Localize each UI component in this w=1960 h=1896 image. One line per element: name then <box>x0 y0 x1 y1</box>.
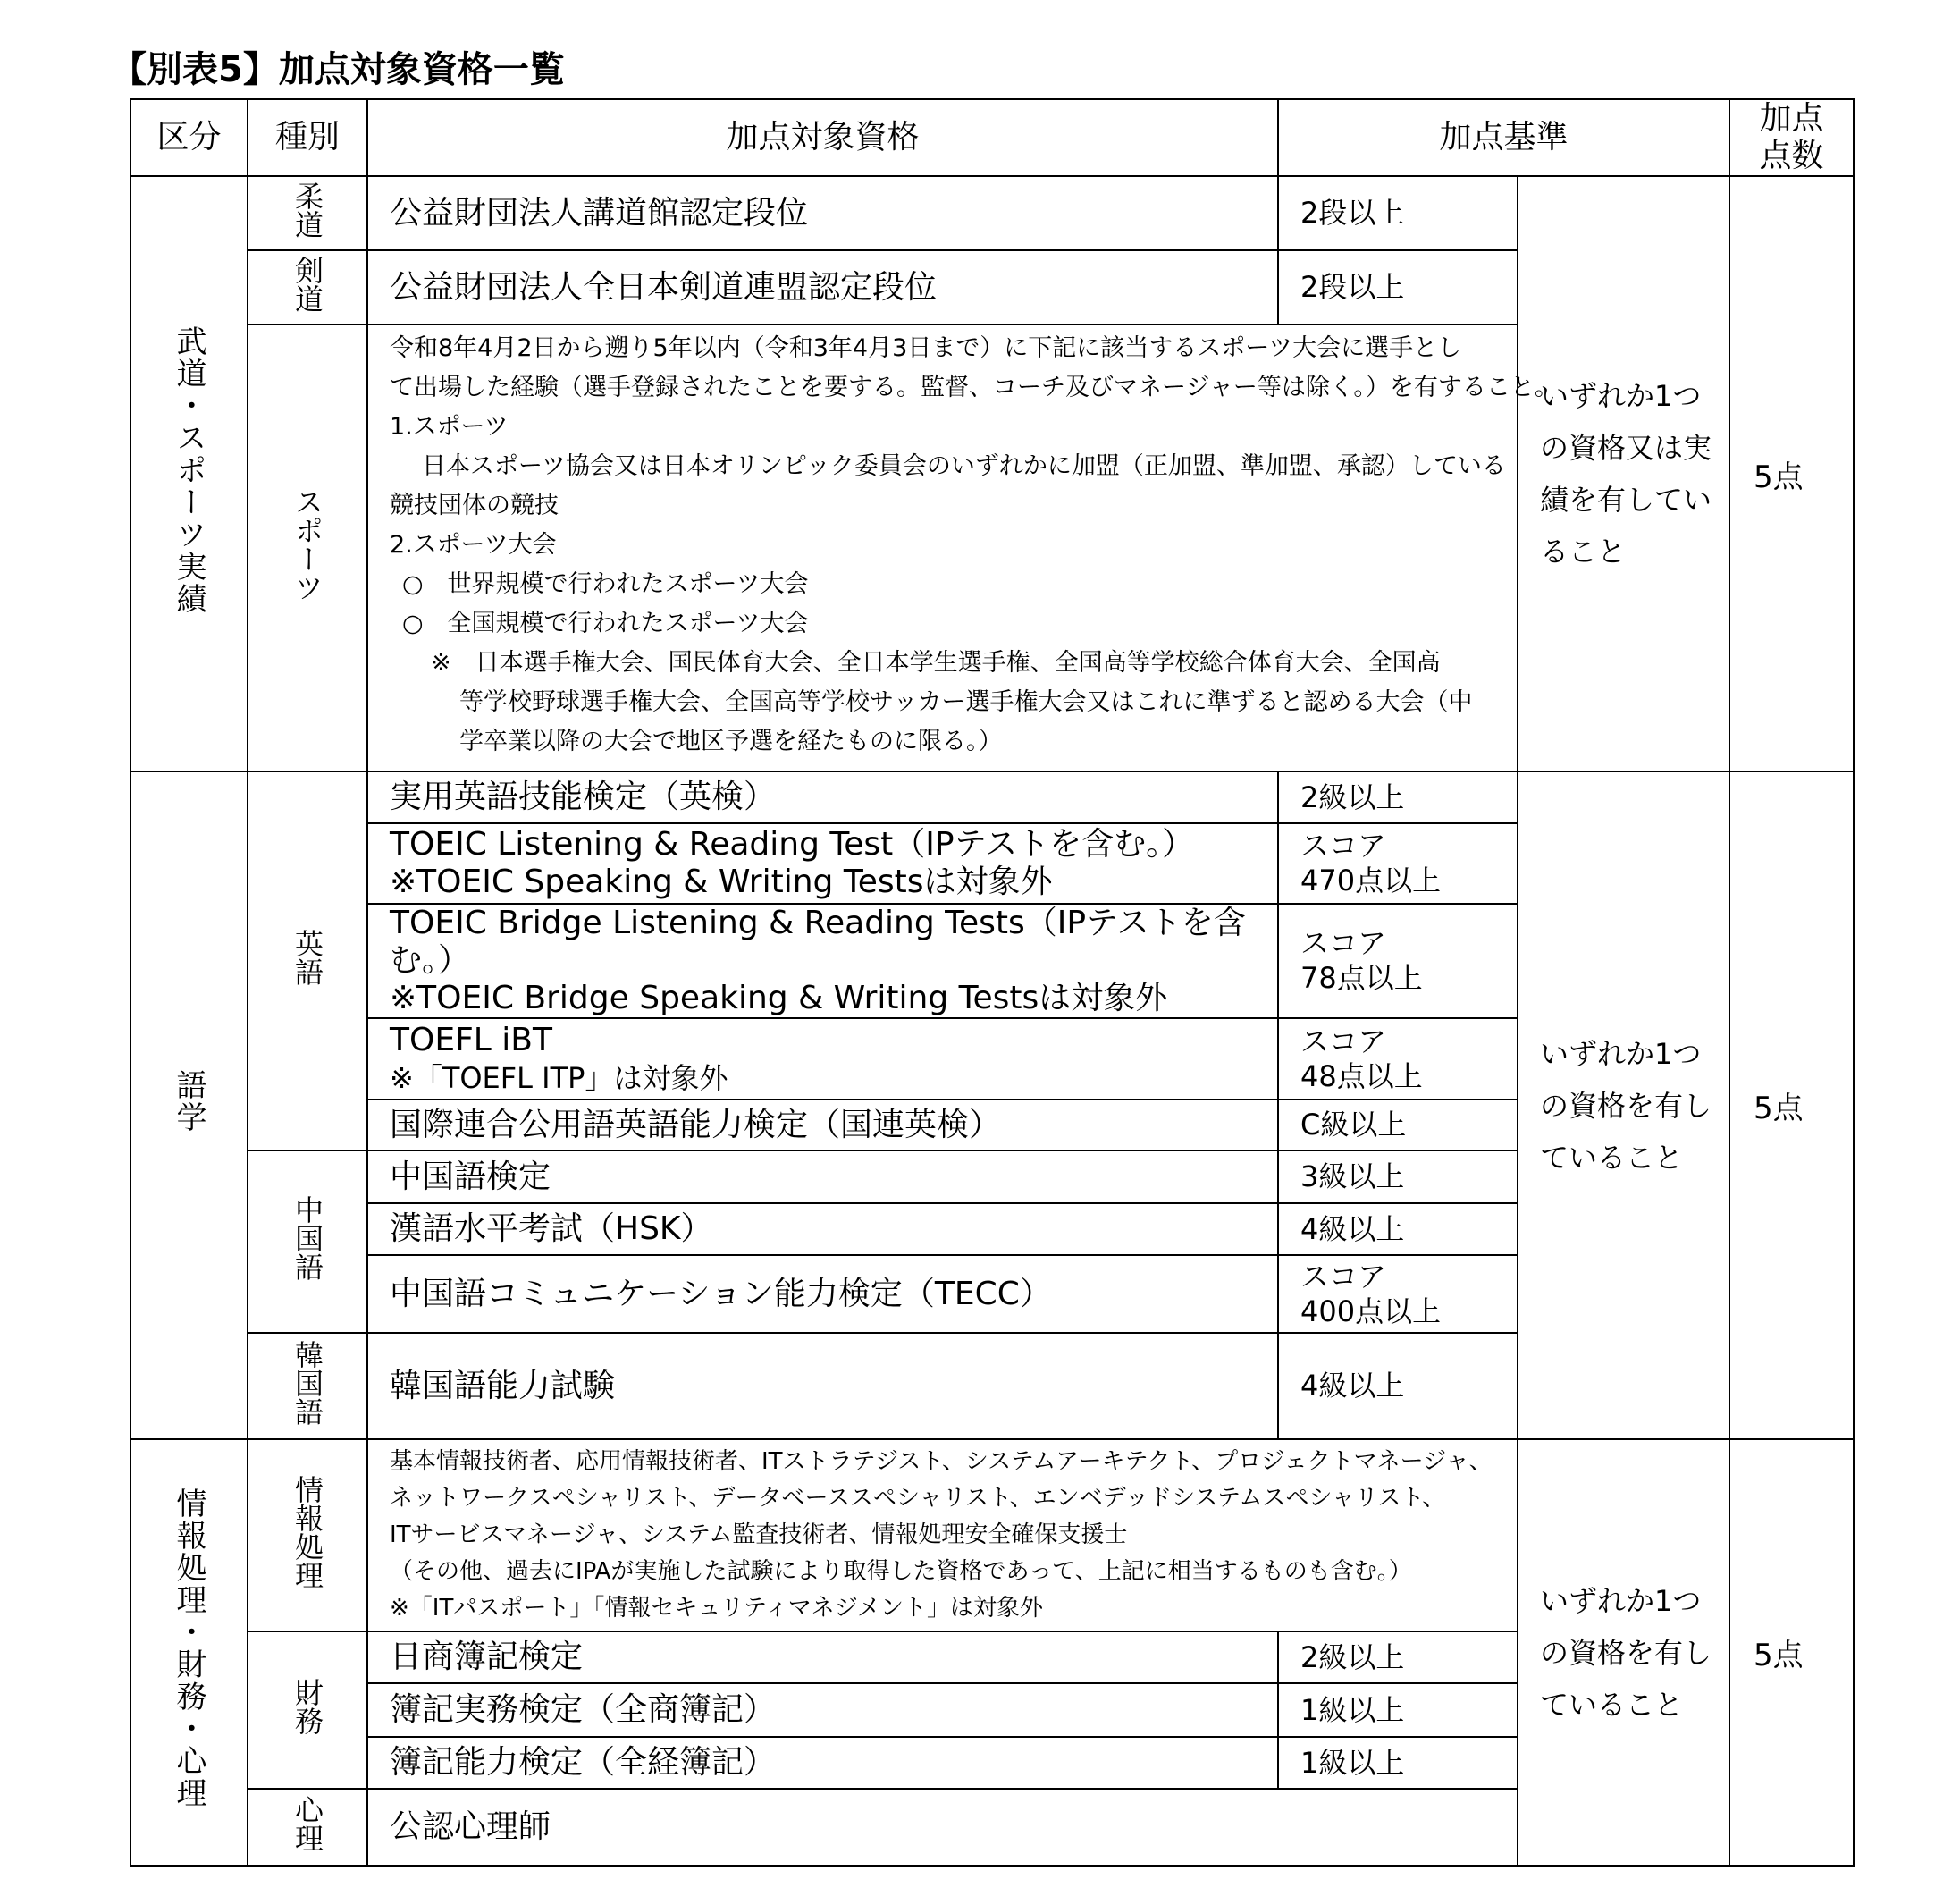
qualification-zenkei-boki: 簿記能力検定（全経簿記） <box>367 1737 1278 1789</box>
qualification-toefl-note: ※「TOEFL ITP」は対象外 <box>390 1060 728 1095</box>
sports-line: 学卒業以降の大会で地区予選を経たものに限る。） <box>459 728 1003 755</box>
header-points <box>1729 99 1854 176</box>
sports-line: ○ 全国規模で行われたスポーツ大会 <box>402 610 809 637</box>
info-qualifications <box>367 1439 1518 1631</box>
table-header-row <box>130 99 1854 176</box>
type-finance <box>248 1631 367 1789</box>
points-budo-sports: 5点 <box>1729 176 1854 771</box>
type-sports-label: スポーツ <box>290 487 324 602</box>
qualification-nissho-boki: 日商簿記検定 <box>367 1631 1278 1683</box>
sports-line: 令和8年4月2日から遡り5年以内（令和3年4月3日まで）に下記に該当するスポーツ大会に選手とし <box>390 334 1462 362</box>
standard-toefl-score: 48点以上 <box>1300 1058 1423 1093</box>
sports-line: 2.スポーツ大会 <box>390 531 557 559</box>
info-line: ネットワークスペシャリスト、データベーススペシャリスト、エンベデッドシステムスペシャリスト、 <box>390 1485 1446 1512</box>
category-it-finance-psych <box>130 1439 248 1866</box>
standard-kendo: 2段以上 <box>1278 250 1518 324</box>
criteria-budo-sports: いずれか1つの資格又は実績を有していること <box>1518 176 1729 771</box>
points-it: 5点 <box>1729 1439 1854 1866</box>
type-korean <box>248 1333 367 1439</box>
header-points-line2: 点数 <box>1759 138 1824 174</box>
sports-line: 等学校野球選手権大会、全国高等学校サッカー選手権大会又はこれに準ずると認める大会（中 <box>459 688 1473 716</box>
header-qualification: 加点対象資格 <box>367 99 1278 176</box>
category-it-finance-psych-label: 情報処理・財務・心理 <box>171 1487 206 1809</box>
qualification-toeic-bridge-note: ※TOEIC Bridge Speaking & Writing Testsは対象外 <box>390 980 1168 1016</box>
type-korean-label: 韓国語 <box>290 1339 324 1426</box>
qualification-tecc: 中国語コミュニケーション能力検定（TECC） <box>367 1255 1278 1333</box>
type-judo <box>248 176 367 250</box>
standard-tecc-label: スコア <box>1300 1259 1387 1293</box>
standard-toefl <box>1278 1018 1518 1100</box>
qualification-toeic-note: ※TOEIC Speaking & Writing Testsは対象外 <box>390 864 1053 900</box>
standard-toeic-score: 470点以上 <box>1300 864 1442 897</box>
standard-tecc-score: 400点以上 <box>1300 1293 1442 1328</box>
sports-conditions <box>367 324 1559 771</box>
qualification-toeic-bridge <box>367 904 1278 1018</box>
standard-judo: 2段以上 <box>1278 176 1518 250</box>
header-criteria: 加点基準 <box>1278 99 1729 176</box>
sports-line: ※ 日本選手権大会、国民体育大会、全日本学生選手権、全国高等学校総合体育大会、全国高 <box>431 649 1441 677</box>
type-info-label: 情報処理 <box>290 1474 324 1589</box>
sports-line: ○ 世界規模で行われたスポーツ大会 <box>402 570 809 598</box>
standard-chugokugo: 3級以上 <box>1278 1150 1518 1203</box>
page-title: 【別表5】加点対象資格一覧 <box>111 49 565 90</box>
standard-toefl-label: スコア <box>1300 1024 1387 1058</box>
qualification-uneiken: 国際連合公用語英語能力検定（国連英検） <box>367 1100 1278 1150</box>
info-line: 基本情報技術者、応用情報技術者、ITストラテジスト、システムアーキテクト、プロジェクトマネージャ、 <box>390 1448 1493 1475</box>
table-row <box>130 176 1854 250</box>
sports-line: 競技団体の競技 <box>390 492 559 519</box>
type-finance-label: 財務 <box>290 1678 324 1735</box>
category-language <box>130 771 248 1439</box>
type-english <box>248 771 367 1150</box>
standard-korean: 4級以上 <box>1278 1333 1518 1439</box>
info-line: ※「ITパスポート」「情報セキュリティマネジメント」は対象外 <box>390 1595 1043 1622</box>
qualification-toefl-name: TOEFL iBT <box>390 1021 552 1058</box>
standard-tecc <box>1278 1255 1518 1333</box>
category-budo-sports <box>130 176 248 771</box>
standard-eiken: 2級以上 <box>1278 771 1518 823</box>
standard-toeic-bridge-label: スコア <box>1300 926 1387 960</box>
qualification-eiken: 実用英語技能検定（英検） <box>367 771 1278 823</box>
category-language-label: 語学 <box>171 1069 206 1133</box>
qualification-judo: 公益財団法人講道館認定段位 <box>367 176 1278 250</box>
standard-hsk: 4級以上 <box>1278 1203 1518 1255</box>
type-chinese <box>248 1150 367 1333</box>
qualification-toeic-name: TOEIC Listening & Reading Test（IPテストを含む。） <box>390 826 1195 863</box>
type-psych-label: 心理 <box>290 1795 324 1852</box>
qualification-toefl <box>367 1018 1278 1100</box>
table-row <box>130 771 1854 823</box>
standard-uneiken: C級以上 <box>1278 1100 1518 1150</box>
qualification-table <box>130 98 1855 1867</box>
qualification-zensho-boki: 簿記実務検定（全商簿記） <box>367 1683 1278 1737</box>
qualification-hsk: 漢語水平考試（HSK） <box>367 1203 1278 1255</box>
qualification-kendo: 公益財団法人全日本剣道連盟認定段位 <box>367 250 1278 324</box>
sports-line: 日本スポーツ協会又は日本オリンピック委員会のいずれかに加盟（正加盟、準加盟、承認）している <box>422 452 1506 480</box>
info-line: ITサービスマネージャ、システム監査技術者、情報処理安全確保支援士 <box>390 1521 1128 1548</box>
type-kendo-label: 剣道 <box>290 255 324 313</box>
standard-toeic <box>1278 823 1518 904</box>
type-sports <box>248 324 367 771</box>
type-psych <box>248 1789 367 1866</box>
standard-zensho-boki: 1級以上 <box>1278 1683 1518 1737</box>
criteria-language: いずれか1つの資格を有していること <box>1518 771 1729 1439</box>
sports-line: 1.スポーツ <box>390 413 509 441</box>
header-points-line1: 加点 <box>1759 100 1824 137</box>
type-english-label: 英語 <box>290 929 324 986</box>
type-chinese-label: 中国語 <box>290 1195 324 1281</box>
type-kendo <box>248 250 367 324</box>
standard-toeic-label: スコア <box>1300 829 1387 863</box>
header-category: 区分 <box>130 99 248 176</box>
category-budo-sports-label: 武道・スポーツ実績 <box>171 324 206 615</box>
qualification-korean: 韓国語能力試験 <box>367 1333 1278 1439</box>
standard-toeic-bridge <box>1278 904 1518 1018</box>
standard-nissho-boki: 2級以上 <box>1278 1631 1518 1683</box>
type-info <box>248 1439 367 1631</box>
criteria-it: いずれか1つの資格を有していること <box>1518 1439 1729 1866</box>
qualification-toeic <box>367 823 1278 904</box>
points-language: 5点 <box>1729 771 1854 1439</box>
type-judo-label: 柔道 <box>290 181 324 239</box>
qualification-psych: 公認心理師 <box>367 1789 1518 1866</box>
header-type: 種別 <box>248 99 367 176</box>
standard-zenkei-boki: 1級以上 <box>1278 1737 1518 1789</box>
table-row <box>130 1439 1854 1631</box>
info-line: （その他、過去にIPAが実施した試験により取得した資格であって、上記に相当するものも含む。） <box>390 1558 1412 1585</box>
standard-toeic-bridge-score: 78点以上 <box>1300 961 1423 995</box>
sports-line: て出場した経験（選手登録されたことを要する。監督、コーチ及びマネージャー等は除く。）を有すること。 <box>390 374 1559 401</box>
qualification-toeic-bridge-name: TOEIC Bridge Listening & Reading Tests（IPテストを含む。） <box>390 905 1246 979</box>
qualification-chugokugo: 中国語検定 <box>367 1150 1278 1203</box>
